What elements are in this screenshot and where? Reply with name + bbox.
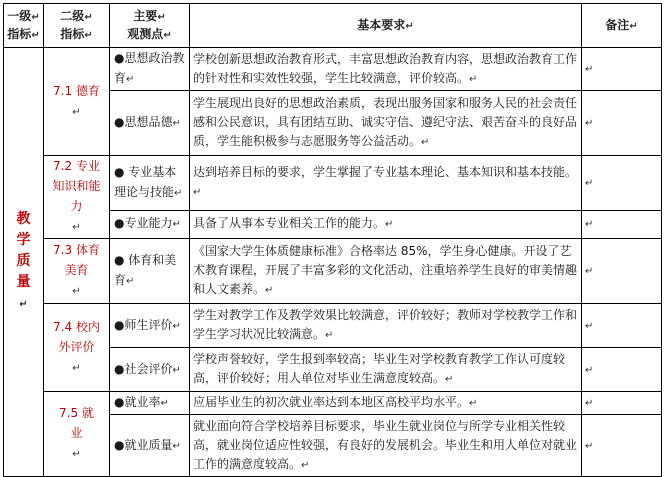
point-cell: ● 体育和美育↵ — [110, 239, 190, 304]
point-cell: ●就业质量↵ — [110, 415, 190, 477]
note-cell: ↵ — [582, 210, 662, 239]
level2-7-1: 7.1 德育 ↵ — [44, 48, 110, 156]
point-cell: ● 专业基本理论与技能↵ — [110, 156, 190, 211]
level2-7-2: 7.2 专业知识和能力 ↵ — [44, 156, 110, 239]
point-cell: ●思想品德↵ — [110, 91, 190, 156]
point-cell: ●师生评价↵ — [110, 304, 190, 348]
point-cell: ●就业率↵ — [110, 392, 190, 415]
note-cell: ↵ — [582, 415, 662, 477]
requirement-cell: 学生对教学工作及教学效果比较满意，评价较好；教师对学校教学工作和学生学习状况比较满意。↵ — [190, 304, 582, 348]
table-row — [4, 156, 662, 211]
note-cell: ↵ — [582, 239, 662, 304]
requirement-cell: 具备了从事本专业相关工作的能力。↵ — [190, 210, 582, 239]
requirement-cell: 就业面向符合学校培养目标要求，毕业生就业岗位与所学专业相关性较高，就业岗位适应性较强，有良好的发展机会。毕业生和用人单位对就业工作的满意度较高。↵ — [190, 415, 582, 477]
note-cell: ↵ — [582, 91, 662, 156]
note-cell: ↵ — [582, 304, 662, 348]
note-cell: ↵ — [582, 156, 662, 211]
note-cell: ↵ — [582, 392, 662, 415]
point-cell: ●社会评价↵ — [110, 348, 190, 392]
standards-table — [3, 3, 662, 477]
note-cell: ↵ — [582, 48, 662, 91]
level2-7-3: 7.3 体育美育 ↵ — [44, 239, 110, 304]
level2-7-4: 7.4 校内外评价 ↵ — [44, 304, 110, 392]
point-cell: ●思想政治教育↵ — [110, 48, 190, 91]
table-row — [4, 392, 662, 415]
requirement-cell: 学校创新思想政治教育形式，丰富思想政治教育内容，思想政治教育工作的针对性和实效性较强，学生比较满意，评价较高。↵ — [190, 48, 582, 91]
requirement-cell: 学生展现出良好的思想政治素质，表现出服务国家和服务人民的社会责任感和公民意识，具有团结互助、诚实守信、遵纪守法、艰苦奋斗的良好品质，学生能积极参与志愿服务等公益活动。↵ — [190, 91, 582, 156]
requirement-cell: 达到培养目标的要求，学生掌握了专业基本理论、基本知识和基本技能。↵ — [190, 156, 582, 211]
table-row — [4, 239, 662, 304]
requirement-cell: 《国家大学生体质健康标准》合格率达 85%，学生身心健康。开设了艺术教育课程，开展了丰富多彩的文化活动，注重培养学生良好的审美情趣和人文素养。↵ — [190, 239, 582, 304]
header-point: 主要↵ 观测点↵ — [110, 4, 190, 48]
table-row — [4, 304, 662, 348]
header-requirement: 基本要求↵ — [190, 4, 582, 48]
requirement-cell: 学校声誉较好，学生报到率较高；毕业生对学校教育教学工作认可度较高，评价较好；用人单位对毕业生满意度较高。↵ — [190, 348, 582, 392]
requirement-cell: 应届毕业生的初次就业率达到本地区高校平均水平。↵ — [190, 392, 582, 415]
header-level1: 一级↵ 指标↵ — [4, 4, 44, 48]
point-cell: ●专业能力↵ — [110, 210, 190, 239]
header-note: 备注↵ — [582, 4, 662, 48]
note-cell: ↵ — [582, 348, 662, 392]
header-row — [4, 4, 662, 48]
level1-teaching-quality: 教学质量 ↵ — [4, 48, 44, 477]
table-row — [4, 48, 662, 91]
level2-7-5: 7.5 就业 ↵ — [44, 392, 110, 477]
header-level2: 二级↵ 指标↵ — [44, 4, 110, 48]
